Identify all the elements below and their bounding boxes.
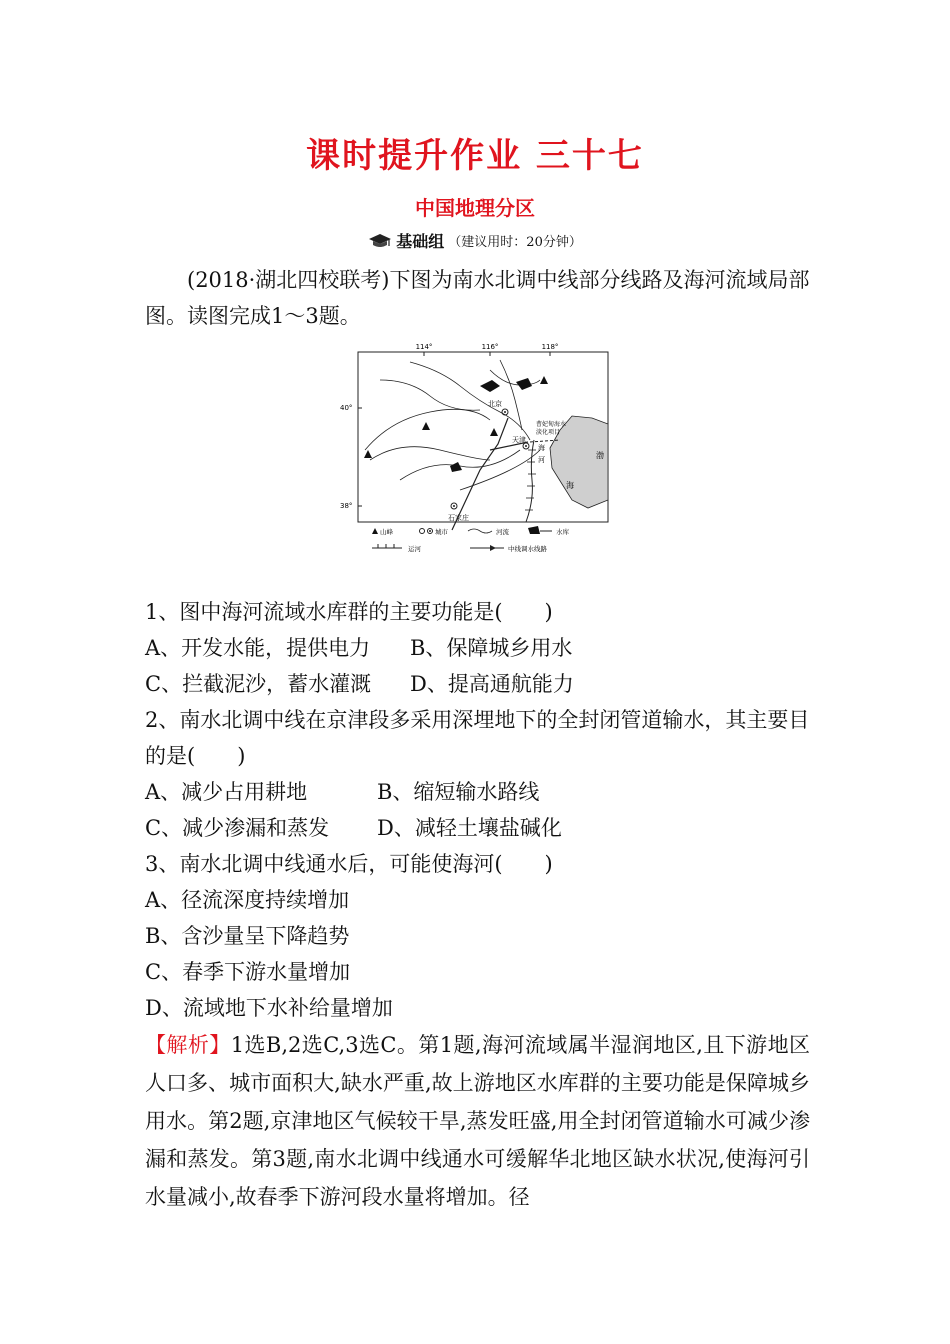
svg-text:水库: 水库 [556, 528, 569, 536]
reservoir-1 [480, 380, 500, 392]
svg-text:运河: 运河 [408, 545, 421, 553]
page-title: 课时提升作业 三十七 [306, 136, 644, 176]
city-tianjin: 天津 [512, 436, 526, 444]
question-3-option-d: D、流域地下水补给量增加 [145, 996, 393, 1020]
question-2-options [145, 774, 539, 810]
intro-text: (2018·湖北四校联考)下图为南水北调中线部分线路及海河流域局部图。读图完成1～3题。 [145, 268, 810, 328]
city-shijiazhuang: 石家庄 [448, 514, 469, 522]
lat-label-40: 40° [340, 404, 353, 412]
badge-note: （建议用时：20分钟） [448, 235, 582, 250]
lat-label-38: 38° [340, 502, 353, 510]
question-2-option-d: D、减轻土壤盐碱化 [377, 816, 562, 840]
haihe-label-2: 河 [538, 456, 545, 464]
analysis-tag: 【解析】 [145, 1033, 231, 1057]
svg-text:河流: 河流 [496, 528, 509, 536]
peak-marker [540, 376, 548, 384]
svg-text:中线调水线路: 中线调水线路 [508, 545, 547, 553]
question-3-option-c: C、春季下游水量增加 [145, 960, 351, 984]
question-2-option-c: C、减少渗漏和蒸发 [145, 816, 330, 840]
question-1-options [145, 630, 572, 666]
bohai-label-2: 海 [566, 481, 574, 490]
badge-name: 基础组 [396, 232, 445, 251]
lon-label-114: 114° [415, 343, 433, 351]
project-label-1: 曹妃甸海水 [536, 421, 567, 428]
lon-label-116: 116° [481, 343, 499, 351]
project-label-2: 淡化项目 [536, 429, 561, 436]
question-3-option-b: B、含沙量呈下降趋势 [145, 924, 350, 948]
question-2-stem: 2、南水北调中线在京津段多采用深埋地下的全封闭管道输水，其主要目的是( ) [145, 708, 810, 768]
graduation-cap-icon [368, 233, 392, 249]
question-1-option-a: A、开发水能，提供电力 [145, 636, 371, 660]
reservoir-2 [516, 378, 532, 390]
question-1-option-c: C、拦截泥沙，蓄水灌溉 [145, 672, 372, 696]
haihe-basin-map [340, 340, 610, 562]
question-2-option-a: A、减少占用耕地 [145, 780, 308, 804]
reservoir-3 [450, 462, 462, 472]
question-1-options-2 [145, 666, 574, 702]
peak-marker [364, 450, 372, 458]
peak-marker [490, 428, 498, 436]
difficulty-badge [0, 229, 950, 252]
question-3-option-a: A、径流深度持续增加 [145, 888, 350, 912]
city-beijing: 北京 [488, 400, 502, 408]
svg-text:山峰: 山峰 [380, 528, 393, 536]
haihe-label-1: 海 [538, 444, 545, 452]
question-1-option-d: D、提高通航能力 [410, 672, 574, 696]
lon-label-118: 118° [541, 343, 559, 351]
analysis-text: 1选B,2选C,3选C。第1题,海河流域属半湿润地区,且下游地区人口多、城市面积大,缺水严重,故上游地区水库群的主要功能是保障城乡用水。第2题,京津地区气候较干旱,蒸发旺盛,用全封闭管道输水可减少渗漏和蒸发。第3题,南水北调中线通水可缓解华北地区缺水状况,使海河引水量减小,故春季下游河段水量将增加。径 [145, 1033, 810, 1209]
peak-marker [422, 422, 430, 430]
page-subtitle: 中国地理分区 [415, 196, 535, 220]
question-2-option-b: B、缩短输水路线 [377, 780, 540, 804]
bohai-label-1: 渤 [596, 451, 604, 460]
question-1-stem: 1、图中海河流域水库群的主要功能是( ) [145, 600, 553, 624]
analysis-block [145, 1026, 810, 1216]
map-legend [372, 526, 570, 553]
question-1-option-b: B、保障城乡用水 [410, 636, 573, 660]
question-2-options-2 [145, 810, 562, 846]
svg-text:城市: 城市 [435, 528, 448, 536]
question-3-stem: 3、南水北调中线通水后，可能使海河( ) [145, 852, 553, 876]
